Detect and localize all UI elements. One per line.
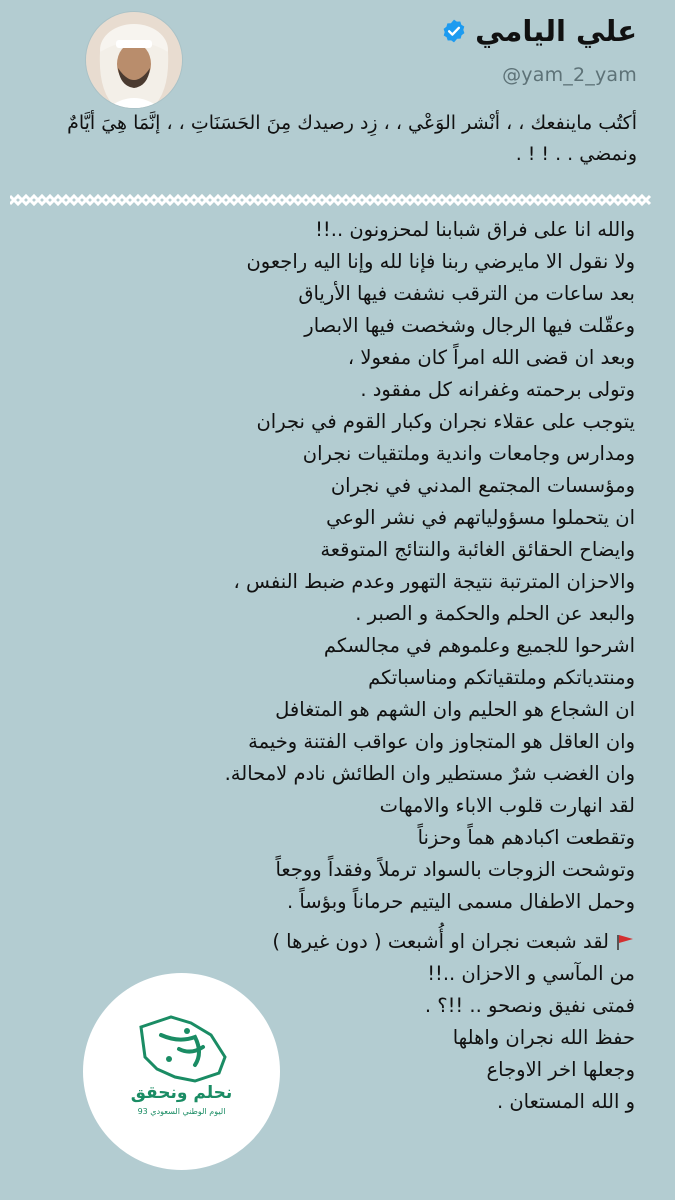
post-line: وتوشحت الزوجات بالسواد ترملاً وفقداً ووجعاً [275,858,635,881]
verified-badge-icon [441,18,467,44]
post-line: ان يتحملوا مسؤولياتهم في نشر الوعي [326,506,635,529]
profile-header [0,0,675,210]
display-name[interactable]: علي اليامي [475,14,637,48]
post-line: ولا نقول الا مايرضي ربنا فإنا لله وإنا اليه راجعون [246,250,635,273]
saudi-map-icon [83,973,280,1170]
post-line: اشرحوا للجميع وعلموهم في مجالسكم [323,634,635,657]
post-line: وتقطعت اكبادهم هماً وحزناً [417,826,635,849]
post-line: ومنتدياتكم وملتقياتكم ومناسباتكم [368,666,635,689]
post-line: ومؤسسات المجتمع المدني في نجران [330,474,635,497]
logo-slogan: نحلم ونحقق [130,1083,233,1103]
post-line: من المآسي و الاحزان ..!! [427,962,635,985]
profile-bio: أكتُب ماينفعك ، ، أنْشر الوَعْي ، ، زِد رصيدك مِنَ الحَسَنَاتِ ، ، إنَّمَا هِيَ أيَّامٌ ونمضي . . ! ! . [67,112,637,165]
post-line: وايضاح الحقائق الغائبة والنتائج المتوقعة [320,538,635,561]
post-line: وحمل الاطفال مسمى اليتيم حرماناً وبؤساً . [286,890,635,913]
post-line: وعقّلت فيها الرجال وشخصت فيها الابصار [304,314,635,337]
post-line: لقد شبعت نجران او أُشبعت ( دون غيرها ) [272,930,609,953]
post-line: حفظ الله نجران واهلها [452,1026,635,1049]
post-line: فمتى نفيق ونصحو .. !!؟ . [424,994,635,1017]
name-row [441,14,637,48]
post-line: وان العاقل هو المتجاوز وان عواقب الفتنة وخيمة [248,730,635,753]
post-line: وبعد ان قضى الله امراً كان مفعولا ، [347,346,635,369]
national-day-logo [83,973,280,1170]
zigzag-divider [10,192,652,208]
user-handle[interactable]: @yam_2_yam [502,64,637,86]
post-line: وان الغضب شرٌ مستطير وان الطائش نادم لامحالة. [224,762,635,785]
post-line: بعد ساعات من الترقب نشفت فيها الأرياق [298,282,635,305]
post-line: ان الشجاع هو الحليم وان الشهم هو المتغافل [275,698,635,721]
post-line: والله انا على فراق شبابنا لمحزونون ..!! [315,218,635,241]
post-line: لقد انهارت قلوب الاباء والامهات [379,794,635,817]
post-line: يتوجب على عقلاء نجران وكبار القوم في نجران [256,410,635,433]
post-line: والاحزان المترتبة نتيجة التهور وعدم ضبط النفس ، [233,570,635,593]
avatar[interactable] [86,12,182,108]
post-line: والبعد عن الحلم والحكمة و الصبر . [355,602,635,625]
post-line: وتولى برحمته وغفرانه كل مفقود . [360,378,635,401]
red-flag-icon [615,933,635,951]
post-line: و الله المستعان . [496,1090,635,1113]
logo-caption: اليوم الوطني السعودي 93 [137,1107,226,1116]
post-line: وجعلها اخر الاوجاع [486,1058,635,1081]
flagged-line [272,930,635,953]
post-line: ومدارس وجامعات واندية وملتقيات نجران [302,442,635,465]
